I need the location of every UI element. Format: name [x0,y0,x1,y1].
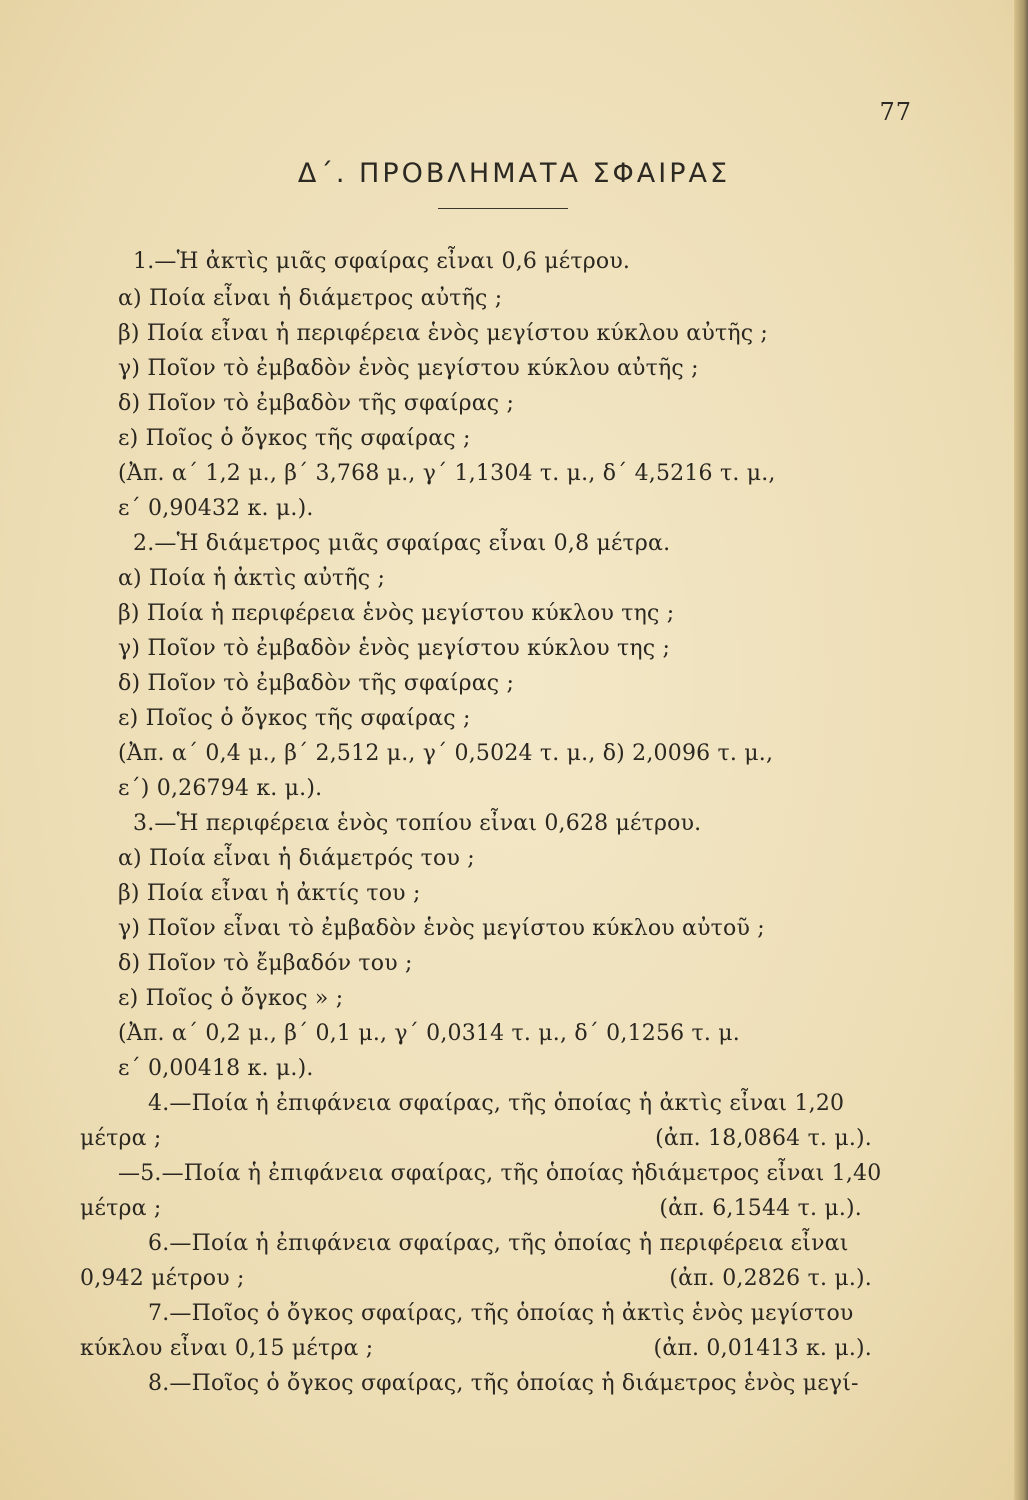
problem-3-question-e: ε) Ποῖος ὁ ὄγκος » ; [118,986,344,1011]
problem-2-question-e: ε) Ποῖος ὁ ὄγκος τῆς σφαίρας ; [118,706,471,731]
problem-3-question-b: β) Ποία εἶναι ἡ ἀκτίς του ; [118,881,421,906]
problem-2-answer-cont: ε΄) 0,26794 κ. μ.). [118,776,323,801]
problem-2-answer: (Ἀπ. α΄ 0,4 μ., β΄ 2,512 μ., γ΄ 0,5024 τ. μ., δ) 2,0096 τ. μ., [118,741,774,766]
problem-5-answer: (ἀπ. 6,1544 τ. μ.). [659,1196,862,1221]
problem-3-answer-cont: ε΄ 0,00418 κ. μ.). [118,1056,314,1081]
problem-5-line2 [80,1193,902,1225]
problem-3-answer: (Ἀπ. α΄ 0,2 μ., β΄ 0,1 μ., γ΄ 0,0314 τ. μ., δ΄ 0,1256 τ. μ. [118,1021,740,1046]
problem-5-statement: —5.—Ποία ἡ ἐπιφάνεια σφαίρας, τῆς ὁποίας ἡδιάμετρος εἶναι 1,40 [118,1161,882,1186]
section-title: Δ΄. ΠΡΟΒΛΗΜΑΤΑ ΣΦΑΙΡΑΣ [297,158,731,189]
problem-6-line2 [80,1263,902,1295]
problem-1-question-e: ε) Ποῖος ὁ ὄγκος τῆς σφαίρας ; [118,426,471,451]
problem-3-question-d: δ) Ποῖον τὸ ἔμβαδόν του ; [118,951,413,976]
problem-6-text: 0,942 μέτρου ; [80,1266,245,1291]
problem-4-line2 [80,1123,902,1155]
page-edge [1014,0,1028,1500]
problem-3-statement: 3.—Ἡ περιφέρεια ἑνὸς τοπίου εἶναι 0,628 μέτρου. [133,811,702,836]
problem-3-question-a: α) Ποία εἶναι ἡ διάμετρός του ; [118,846,475,871]
problem-1-answer-cont: ε΄ 0,90432 κ. μ.). [118,496,314,521]
problem-2-question-a: α) Ποία ἡ ἀκτὶς αὐτῆς ; [118,566,386,591]
problem-7-answer: (ἀπ. 0,01413 κ. μ.). [653,1336,872,1361]
problem-2-question-d: δ) Ποῖον τὸ ἐμβαδὸν τῆς σφαίρας ; [118,671,515,696]
problem-7-line2 [80,1333,902,1365]
problem-1-question-d: δ) Ποῖον τὸ ἐμβαδὸν τῆς σφαίρας ; [118,391,515,416]
problem-1-answer: (Ἀπ. α΄ 1,2 μ., β΄ 3,768 μ., γ΄ 1,1304 τ. μ., δ΄ 4,5216 τ. μ., [118,461,776,486]
problem-1-question-b: β) Ποία εἶναι ἡ περιφέρεια ἑνὸς μεγίστου κύκλου αὐτῆς ; [118,321,769,346]
problem-2-statement: 2.—Ἡ διάμετρος μιᾶς σφαίρας εἶναι 0,8 μέτρα. [133,531,671,556]
problem-7-text: κύκλου εἶναι 0,15 μέτρα ; [80,1336,374,1361]
problem-6-statement: 6.—Ποία ἡ ἐπιφάνεια σφαίρας, τῆς ὁποίας ἡ περιφέρεια εἶναι [148,1231,849,1256]
problem-4-answer: (ἀπ. 18,0864 τ. μ.). [655,1126,872,1151]
problem-1-statement: 1.—Ἡ ἀκτὶς μιᾶς σφαίρας εἶναι 0,6 μέτρου. [133,249,631,274]
problem-8-statement: 8.—Ποῖος ὁ ὄγκος σφαίρας, τῆς ὁποίας ἡ διάμετρος ἑνὸς μεγί- [148,1371,859,1396]
problem-2-question-b: β) Ποία ἡ περιφέρεια ἑνὸς μεγίστου κύκλου της ; [118,601,675,626]
problem-4-statement: 4.—Ποία ἡ ἐπιφάνεια σφαίρας, τῆς ὁποίας ἡ ἀκτὶς εἶναι 1,20 [148,1091,845,1116]
problem-6-answer: (ἀπ. 0,2826 τ. μ.). [669,1266,872,1291]
problem-3-question-c: γ) Ποῖον εἶναι τὸ ἐμβαδὸν ἑνὸς μεγίστου κύκλου αὐτοῦ ; [118,916,765,941]
problem-1-question-a: α) Ποία εἶναι ἡ διάμετρος αὐτῆς ; [118,286,503,311]
problem-2-question-c: γ) Ποῖον τὸ ἐμβαδὸν ἑνὸς μεγίστου κύκλου της ; [118,636,671,661]
problem-7-statement: 7.—Ποῖος ὁ ὄγκος σφαίρας, τῆς ὁποίας ἡ ἀκτὶς ἑνὸς μεγίστου [148,1301,854,1326]
problem-4-text: μέτρα ; [80,1126,162,1151]
problem-5-text: μέτρα ; [80,1196,162,1221]
title-divider [438,208,568,209]
problem-1-question-c: γ) Ποῖον τὸ ἐμβαδὸν ἑνὸς μεγίστου κύκλου αὐτῆς ; [118,356,699,381]
page-number: 77 [879,98,912,126]
